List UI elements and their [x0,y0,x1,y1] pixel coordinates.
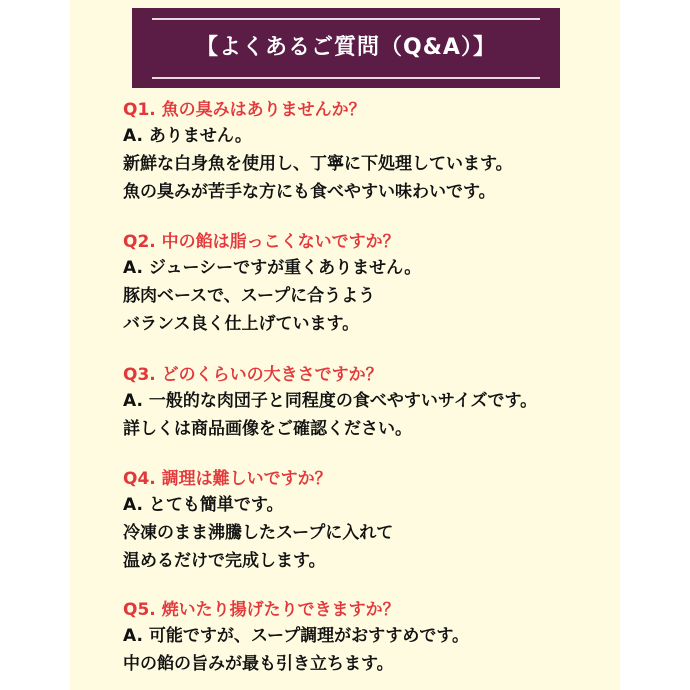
faq-header-banner [132,8,560,88]
faq-answer-line: A. 可能ですが、スープ調理がおすすめです。 [123,626,469,646]
faq-answer-line: 魚の臭みが苦手な方にも食べやすい味わいです。 [123,182,496,202]
faq-question: Q1. 魚の臭みはありませんか？ [123,100,366,120]
faq-question: Q2. 中の餡は脂っこくないですか？ [123,232,400,252]
faq-answer-line: A. ありません。 [123,126,252,146]
faq-answer-line: A. 一般的な肉団子と同程度の食べやすいサイズです。 [123,391,538,411]
faq-item-1 [123,98,593,206]
faq-question: Q3. どのくらいの大きさですか？ [123,365,383,385]
banner-bottom-rule [152,77,540,79]
faq-item-4 [123,467,593,575]
faq-answer-line: A. ジューシーですが重くありません。 [123,258,422,278]
faq-answer-line: 新鮮な白身魚を使用し、丁寧に下処理しています。 [123,154,513,174]
faq-item-2 [123,230,593,338]
faq-question: Q4. 調理は難しいですか？ [123,469,332,489]
faq-answer-line: 詳しくは商品画像をご確認ください。 [123,419,412,439]
faq-answer-line: バランス良く仕上げています。 [123,314,360,334]
faq-answer-line: A. とても簡単です。 [123,495,284,515]
banner-top-rule [152,18,540,20]
faq-item-5 [123,598,593,678]
faq-header-title: 【よくあるご質問（Q&A）】 [196,35,496,60]
faq-answer-line: 豚肉ベースで、スープに合うよう [123,286,376,306]
faq-item-3 [123,363,593,443]
faq-answer-line: 中の餡の旨みが最も引き立ちます。 [123,654,394,674]
faq-question: Q5. 焼いたり揚げたりできますか？ [123,600,400,620]
faq-answer-line: 温めるだけで完成します。 [123,551,326,571]
faq-answer-line: 冷凍のまま沸騰したスープに入れて [123,523,394,543]
